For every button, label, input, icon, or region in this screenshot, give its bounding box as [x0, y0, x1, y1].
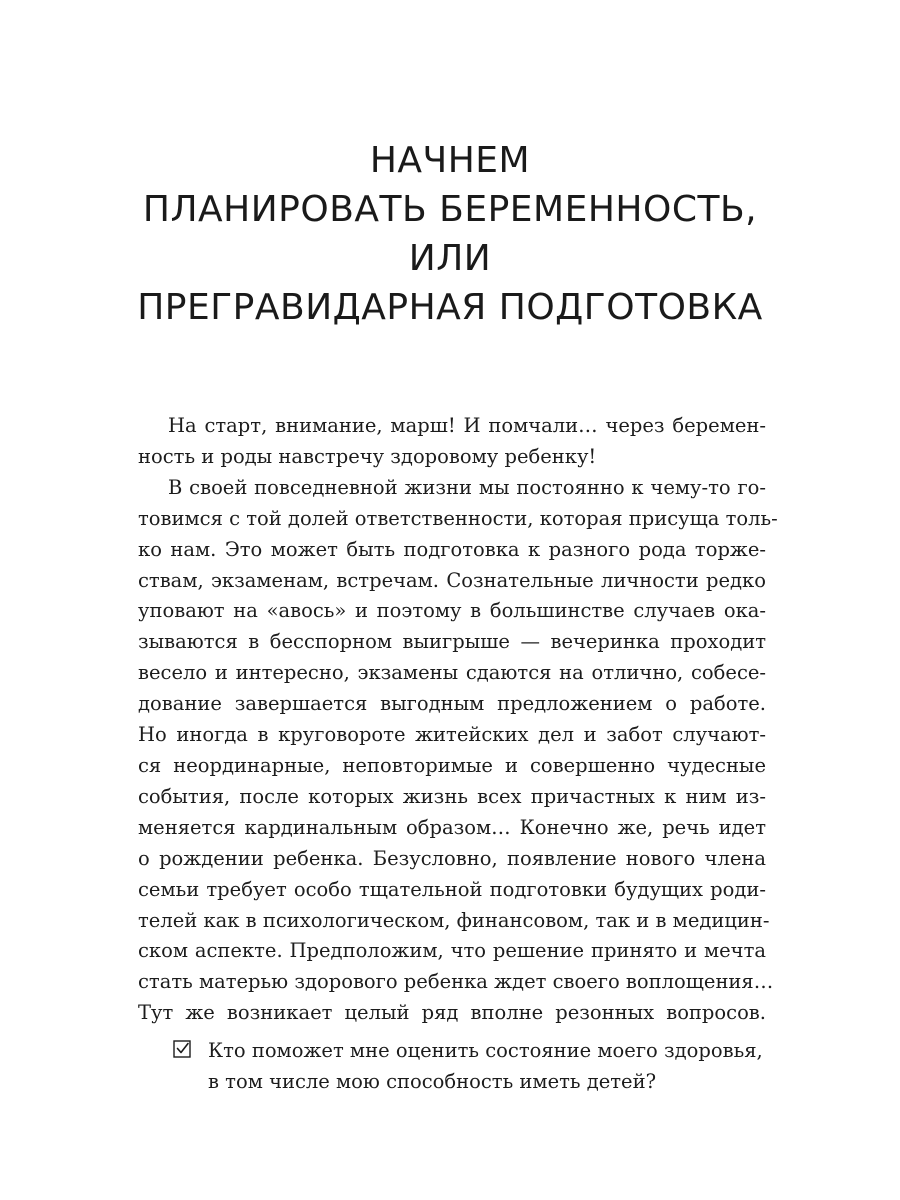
chapter-title-line: ПРЕГРАВИДАРНАЯ ПОДГОТОВКА [137, 287, 763, 328]
text-line: события, после которых жизнь всех причастных к ним из- [138, 784, 766, 808]
text-line: о рождении ребенка. Безусловно, появление нового члена [138, 846, 766, 870]
text-line: телей как в психологическом, финансовом, так и в медицин- [138, 908, 770, 932]
text-line: весело и интересно, экзамены сдаются на отлично, собесе- [138, 661, 766, 685]
checklist-item-line: Кто поможет мне оценить состояние моего здоровья, [208, 1039, 763, 1062]
text-line: Но иногда в круговороте житейских дел и забот случают- [138, 723, 766, 747]
chapter-title [0, 136, 900, 332]
text-line: семьи требует особо тщательной подготовки будущих роди- [138, 877, 766, 901]
text-line: ность и роды навстречу здоровому ребенку! [138, 444, 597, 468]
checkbox-checked-icon [172, 1038, 194, 1060]
text-line: меняется кардинальным образом… Конечно же, речь идет [138, 815, 766, 839]
text-line: На старт, внимание, марш! И помчали… через беремен- [168, 414, 766, 437]
checklist-item-line: в том числе мою способность иметь детей? [208, 1070, 657, 1093]
text-line: зываются в бесспорном выигрыше — вечеринка проходит [138, 630, 766, 654]
chapter-title-line: ПЛАНИРОВАТЬ БЕРЕМЕННОСТЬ, [142, 189, 758, 230]
text-line: Тут же возникает целый ряд вполне резонных вопросов. [138, 1001, 766, 1025]
paragraph [138, 411, 766, 473]
checklist-item [172, 1035, 772, 1097]
paragraph [138, 473, 778, 1029]
chapter-title-line: НАЧНЕМ [369, 140, 531, 181]
text-line: уповают на «авось» и поэтому в большинстве случаев ока- [138, 599, 766, 623]
text-line: ствам, экзаменам, встречам. Сознательные личности редко [138, 568, 766, 592]
text-line: ко нам. Это может быть подготовка к разного рода торже- [138, 537, 766, 561]
text-line: дование завершается выгодным предложением о работе. [138, 692, 766, 716]
body-text [138, 411, 778, 1029]
text-line: стать матерью здорового ребенка ждет своего воплощения… [138, 970, 774, 994]
question-checklist [172, 1035, 772, 1097]
text-line: ся неординарные, неповторимые и совершенно чудесные [138, 753, 766, 777]
text-line: В своей повседневной жизни мы постоянно к чему-то го- [168, 475, 766, 499]
chapter-title-line: ИЛИ [408, 238, 492, 279]
text-line: ском аспекте. Предположим, что решение принято и мечта [138, 939, 766, 963]
text-line: товимся с той долей ответственности, которая присуща толь- [138, 506, 778, 530]
